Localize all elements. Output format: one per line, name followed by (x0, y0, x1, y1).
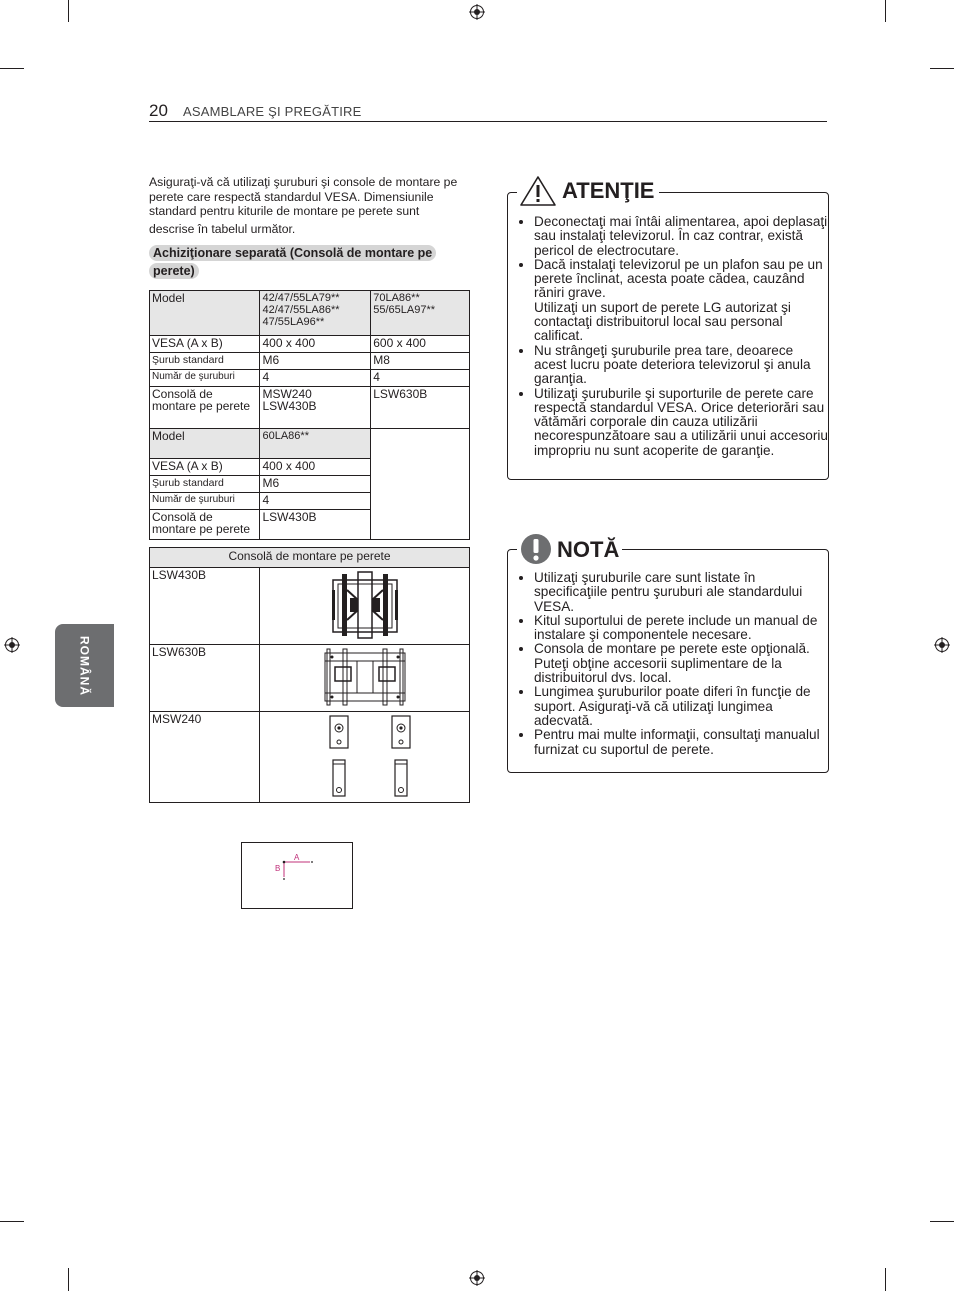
table-cell: 70LA86** 55/65LA97** (371, 291, 470, 336)
table-cell: 400 x 400 (260, 459, 371, 476)
caution-list (508, 215, 828, 458)
table-cell: M6 (260, 476, 371, 493)
section-title: ASAMBLARE ŞI PREGĂTIRE (183, 104, 362, 119)
header-divider (149, 121, 827, 122)
bracket-name: LSW630B (150, 645, 260, 712)
caution-item: • Dacă instalaţi televizorul pe un plafon sau pe un perete înclinat, acesta poate cădea, cauzând răniri grave. (534, 258, 828, 301)
bracket-image (260, 712, 470, 803)
lsw430b-bracket-icon (330, 570, 400, 640)
note-item: • Consola de montare pe perete este opţională. Puteţi obţine accesorii suplimentare de la distribuitorul dvs. local. (534, 642, 828, 685)
table-cell: 4 (260, 370, 371, 387)
row-label: VESA (A x B) (150, 459, 260, 476)
table-cell: 60LA86** (260, 429, 371, 459)
caution-item: • Utilizaţi şuruburile şi suporturile de perete care respectă standardul VESA. Orice deteriorări sau vătămări corporale din cauza utilizării necorespunzătoare sau a utilizării unui accesoriu impropriu nu sunt acoperite de garanţie. (534, 387, 828, 458)
row-label: Model (150, 429, 260, 459)
registration-mark-icon (934, 637, 950, 653)
registration-mark-icon (469, 1270, 485, 1286)
crop-mark (68, 0, 69, 22)
vesa-dimension-diagram (241, 842, 353, 909)
lsw630b-bracket-icon (323, 647, 407, 707)
table-cell: 4 (260, 493, 371, 510)
vesa-label-b: B (275, 864, 281, 873)
table-cell: LSW630B (371, 387, 470, 429)
row-label: Model (150, 291, 260, 336)
msw240-bracket-icon (262, 714, 467, 798)
crop-mark (68, 1268, 69, 1291)
caution-item: • Nu strângeţi şuruburile prea tare, deoarece acest lucru poate deteriora televizorul şi anula garanţia. (534, 344, 828, 387)
note-list (508, 571, 828, 757)
registration-mark-icon (469, 4, 485, 20)
note-item: • Pentru mai multe informaţii, consultaţi manualul furnizat cu suportul de perete. (534, 728, 828, 757)
bracket-image (260, 645, 470, 712)
vesa-label-a: A (294, 853, 300, 862)
table-cell: 42/47/55LA79** 42/47/55LA86** 47/55LA96** (260, 291, 371, 336)
crop-mark (930, 68, 954, 69)
crop-mark (0, 68, 24, 69)
note-item: • Utilizaţi şuruburile care sunt listate în specificaţiile pentru şuruburi ale standardului VESA. (534, 571, 828, 614)
page-number: 20 (149, 101, 168, 120)
note-item: • Kitul suportului de perete include un manual de instalare şi componentele necesare. (534, 614, 828, 643)
bracket-image (260, 568, 470, 645)
table-cell: 4 (371, 370, 470, 387)
table-cell: MSW240 LSW430B (260, 387, 371, 429)
language-tab-label: ROMÂNĂ (77, 635, 92, 696)
crop-mark (885, 1268, 886, 1291)
empty-cell (371, 429, 470, 540)
note-title: NOTĂ (557, 537, 620, 562)
crop-mark (930, 1221, 954, 1222)
spec-table (149, 290, 470, 540)
intro-line: Asiguraţi-vă că utilizaţi şuruburi şi console de montare pe perete care respectă standardul VESA. Dimensiunile standard pentru kiturile de montare pe perete sunt (149, 175, 458, 218)
row-label: Şurub standard (150, 353, 260, 370)
row-label: Număr de şuruburi (150, 370, 260, 387)
table-cell: M8 (371, 353, 470, 370)
bracket-name: LSW430B (150, 568, 260, 645)
table-cell: M6 (260, 353, 371, 370)
row-label: Număr de şuruburi (150, 493, 260, 510)
note-box (507, 549, 829, 773)
caution-item: Utilizaţi un suport de perete LG autorizat şi contactaţi distribuitorul local sau personal calificat. (534, 299, 791, 344)
table-cell: 400 x 400 (260, 336, 371, 353)
intro-line: descrise în tabelul următor. (149, 221, 296, 236)
bracket-table (149, 547, 470, 803)
intro-paragraph (149, 175, 474, 236)
separate-purchase-heading (149, 244, 459, 280)
warning-triangle-icon (519, 175, 557, 207)
separate-purchase-label: Achiziţionare separată (Consolă de montare pe perete) (149, 245, 436, 279)
exclamation-circle-icon (520, 533, 552, 565)
caution-box (507, 192, 829, 480)
bracket-table-header: Consolă de montare pe perete (150, 548, 470, 568)
crop-mark (885, 0, 886, 22)
table-cell: 600 x 400 (371, 336, 470, 353)
note-item: • Lungimea şuruburilor poate diferi în funcţie de suport. Asiguraţi-vă că utilizaţi lungimea adecvată. (534, 685, 828, 728)
registration-mark-icon (4, 637, 20, 653)
bracket-name: MSW240 (150, 712, 260, 803)
row-label: Şurub standard (150, 476, 260, 493)
caution-title: ATENŢIE (562, 178, 655, 203)
table-cell: LSW430B (260, 510, 371, 540)
row-label: Consolă de montare pe perete (150, 510, 260, 540)
row-label: Consolă de montare pe perete (150, 387, 260, 429)
crop-mark (0, 1221, 24, 1222)
row-label: VESA (A x B) (150, 336, 260, 353)
caution-item: • Deconectaţi mai întâi alimentarea, apoi deplasaţi sau instalaţi televizorul. În caz contrar, există pericol de electrocutare. (534, 215, 828, 258)
